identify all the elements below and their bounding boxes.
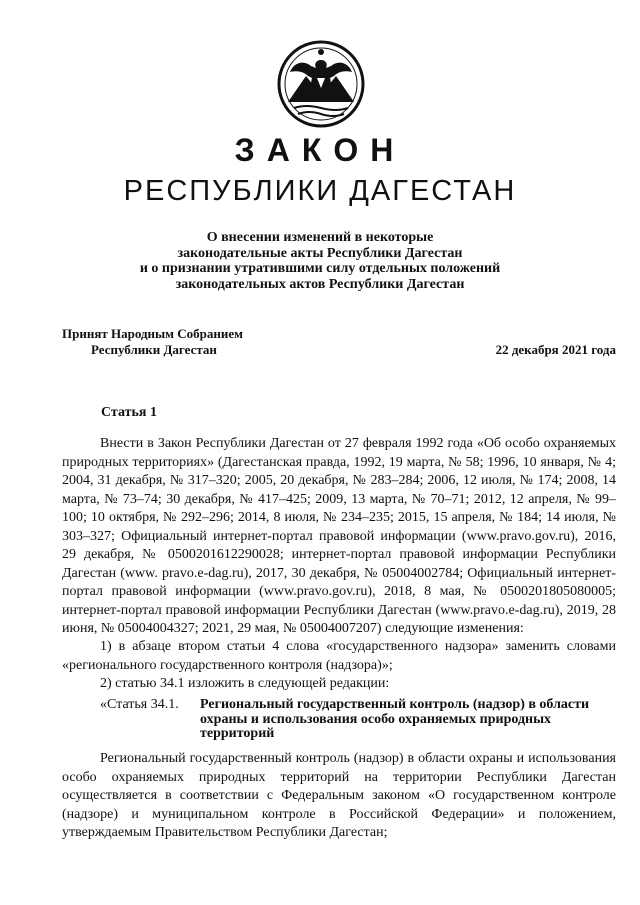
subtitle-line: законодательных актов Республики Дагестан <box>175 276 465 292</box>
dagestan-coat-of-arms-icon <box>276 38 366 130</box>
adopted-by <box>62 326 243 357</box>
article-34-1-text: Региональный государственный контроль (надзор) в области охраны и использования особо охраняемых природных территорий на территории Республики Дагестан осуществляется в соответствии с Федеральным законом «О государственном контроле (надзоре) и муниципальном контроле в Российской Федерации» и положением, утверждаемым Правительством Республики Дагестан; <box>62 751 616 840</box>
adopted-line-2: Республики Дагестан <box>91 341 217 357</box>
subtitle-line: О внесении изменений в некоторые <box>206 230 434 245</box>
subtitle-line: законодательные акты Республики Дагестан <box>177 245 463 261</box>
article-1-heading: Статья 1 <box>101 405 157 420</box>
adoption-date: 22 декабря 2021 года <box>495 342 616 357</box>
amendment-item-1: 1) в абзаце втором статьи 4 слова «государственного надзора» заменить словами «регионального государственного контроля (надзора)»; <box>62 639 616 673</box>
law-subtitle <box>90 230 550 292</box>
article-34-1-title: Региональный государственный контроль (надзор) в области охраны и использования особо охраняемых природных территорий <box>200 697 590 741</box>
amendment-item-2: 2) статью 34.1 изложить в следующей редакции: <box>100 676 390 691</box>
subtitle-line: и о признании утратившими силу отдельных положений <box>139 261 501 276</box>
article-34-1-label: «Статья 34.1. <box>100 697 179 712</box>
law-title: ЗАКОН <box>234 132 406 168</box>
article-1-intro: Внести в Закон Республики Дагестан от 27 февраля 1992 года «Об особо охраняемых природных территориях» (Дагестанская правда, 1992, 19 марта, № 58; 1996, 10 января, № 4; 2004, 31 декабря, № 317–320; 2005, 20 декабря, № 283–284; 2006, 12 июля, № 174; 2008, 14 марта, № 73–74; 30 декабря, № 417–425; 2009, 13 марта, № 70–71; 2012, 12 апреля, № 99–100; 10 октября, № 292–296; 2014, 8 июля, № 234–235; 2015, 15 апреля, № 184; 14 июля, № 303–327; Официальный интернет-портал правовой информации (www.pravo.gov.ru), 2016, 29 декабря, № 0500201612290028; интернет-портал правовой информации Республики Дагестан (www. pravo.e-dag.ru), 2017, 30 декабря, № 05004002784; Официальный интернет-портал правовой информации (www.pravo.gov.ru), 2018, 8 мая, № 0500201805080005; интернет-портал правовой информации Республики Дагестан (www.pravo.e-dag.ru), 2019, 28 июня, № 05004004327; 2021, 29 мая, № 05004007207) следующие изменения: <box>62 436 616 636</box>
adopted-line-1: Принят Народным Собранием <box>62 326 244 341</box>
republic-title: РЕСПУБЛИКИ ДАГЕСТАН <box>123 175 517 207</box>
